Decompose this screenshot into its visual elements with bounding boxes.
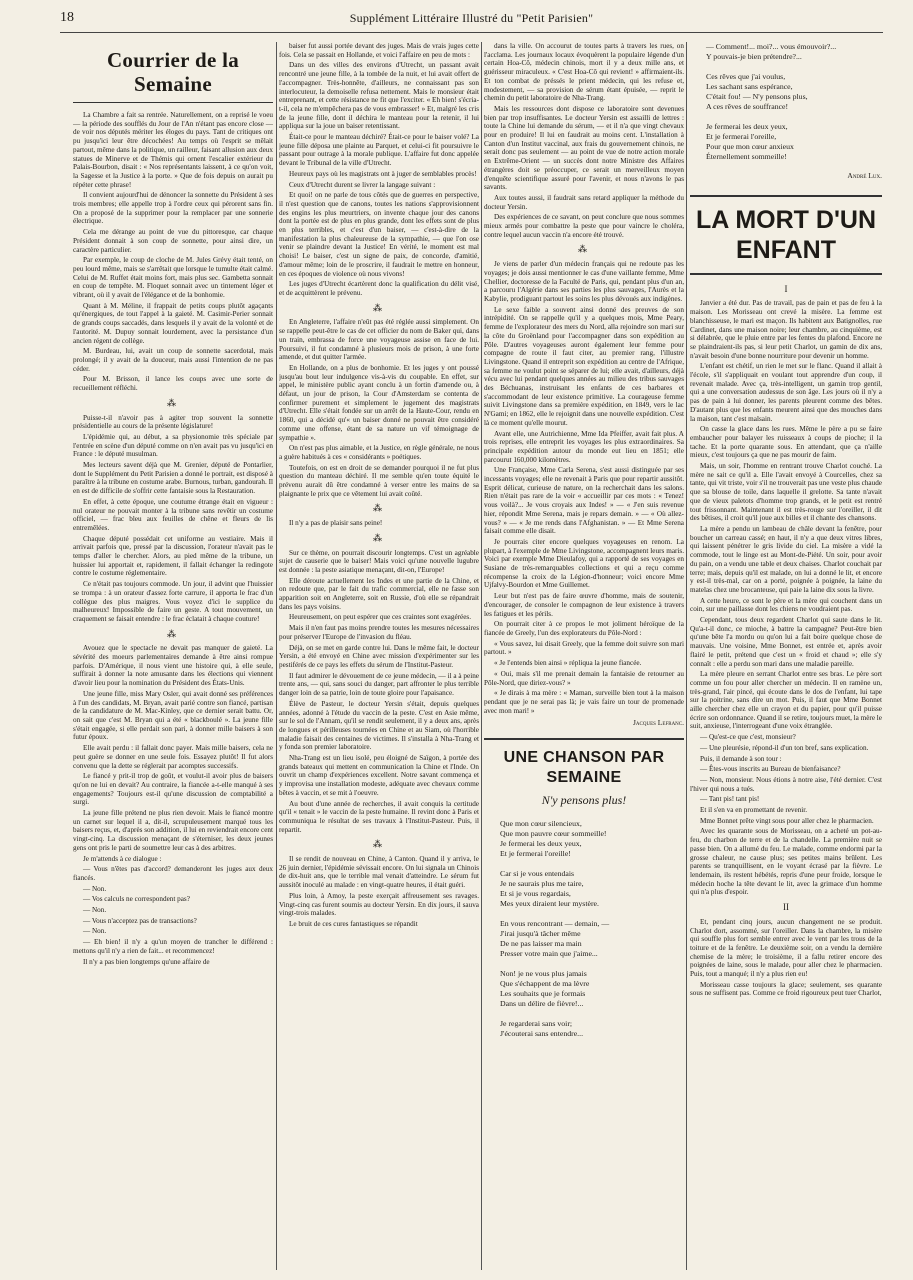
paragraph: En Angleterre, l'affaire n'eût pas été réglée aussi simplement. On se rappelle peut-être le cas de cet officier du nom de Baker qui, dans un train, embrassa de force une voyageuse assise en face de lui. Poursuivi, il fut condamné à plusieurs mois de prison, à une forte amende, et dut quitter l'armée.	[279, 318, 479, 362]
paragraph: Avec les quarante sous de Morisseau, on a acheté un pot-au-feu, du charbon de terre et de la chandelle. La première nuit se passe bien. On a allumé du feu. Le malade, comme endormi par la grosse chaleur, ne cause plus; ses petites mains brûlent. Les parents se tranquillisent, en le voyant écrasé par la fièvre. Le lendemain, ils restent hébétés, repris d'une peur froide, lorsque le médecin hoche la tête devant le lit, avec la grimace d'un homme qui n'a plus d'espoir.	[690, 827, 882, 897]
stanza	[484, 819, 684, 859]
stanza	[690, 72, 882, 112]
paragraph: Il se rendit de nouveau en Chine, à Canton. Quand il y arriva, le 26 juin dernier, l'épidémie sévissait encore. On lui signala un Chinois de dix-huit ans, que le terrible mal venait d'atteindre. Le sérum fut aussitôt inoculé au malade : en vingt-quatre heures, il était guéri.	[279, 855, 479, 890]
paragraph: Le bruit de ces cures fantastiques se répandit	[289, 919, 418, 928]
stanza	[484, 969, 684, 1009]
paragraph: Toutefois, on est en droit de se demander pourquoi il ne fut plus question du manteau déchiré. Il me semble qu'en toute équité le prévenu aurait dû être condamné à verser entre les mains de sa plaignante le prix que ce vêtement lui avait coûté.	[279, 463, 479, 498]
paragraph: Et quoi! on ne parle de tous côtés que de guerres en perspective, il n'est question que de canons, toutes les nations s'approvisionnent des engins les plus meurtriers, on invente chaque jour des canons dont la portée est de plus en plus grande, dont les effets sont de plus en plus terribles, et c'est d'un baiser, — c'est-à-dire de la manifestation la plus chaleureuse de la sympathie, — que l'on ose venir se plaindre devant la Justice! En vérité, le moment est mal choisi! Le baiser, c'est un signe de paix, de concorde, d'amitié, d'amour même; loin de le proscrire, il faudrait le mettre en honneur, en ces époques de violence où nous vivons!	[279, 191, 479, 278]
paragraph: « Vous savez, lui disait Greely, que la femme doit suivre son mari partout. »	[484, 639, 684, 657]
paragraph: Leur but n'est pas de faire œuvre d'homme, mais de soutenir, d'encourager, de consoler le compagnon de leur existence à travers les fatigues et les périls.	[484, 592, 684, 618]
mort-body	[690, 299, 882, 897]
courrier-title: Courrier de la Semaine	[73, 48, 273, 103]
paragraph: Chaque député possédait cet uniforme au vestiaire. Mais il arrivait parfois que, pressé par la discussion, l'orateur n'avait pas le temps d'aller le chercher. Alors, au pied même de la tribune, un huissier lui apportait et, rapidement, il fallait échanger la redingote contre le costume réglementaire.	[73, 534, 273, 578]
paragraph: « Je dirais à ma mère : « Maman, surveille bien tout à la maison pendant que je ne serai pas là; je vais faire un tour de promenade avec mon mari! »	[484, 689, 684, 715]
paragraph: Puis, il demande à son tour :	[700, 754, 782, 763]
verse-line: J'écouterai sans entendre...	[500, 1028, 584, 1038]
paragraph: Avant elle, une Autrichienne, Mme Ida Pfeiffer, avait fait plus. A trois reprises, elle entreprit les voyages les plus extraordinaires. Sa principale expédition autour du monde eut lieu en 1851; elle parcourut 160,000 kilomètres.	[484, 429, 684, 464]
verse-line: En vous rencontrant — demain, —	[500, 918, 610, 928]
column-3	[484, 42, 684, 1270]
verse-line: Et je fermerai l'oreille!	[500, 848, 571, 858]
section-separator: ⁂	[373, 503, 385, 514]
verse-line: Je regarderai sans voir;	[500, 1018, 573, 1028]
verse-line: Y pouvais-je bien prétendre?...	[706, 52, 802, 61]
paragraph: Déjà, on se met en garde contre lui. Dans le même fait, le docteur Yersin, a été envoyé en Chine avec mission d'expérimenter sur les pestiférés de ce pays les effets du sérum de l'Institut-Pasteur.	[279, 643, 479, 669]
paragraph: Les juges d'Utrecht écartèrent donc la qualification du délit visé, et de acquittèrent le prévenu.	[279, 280, 479, 297]
mort-title: LA MORT D'UN ENFANT	[690, 195, 882, 275]
paragraph: Mais les ressources dont dispose ce laboratoire sont devenues bien par trop insuffisantes. Le docteur Yersin est assailli de lettres : toute la Chine lui demande du sérum, — et il n'a que vingt chevaux pour en produire! Il lui en faudrait au moins cent. L'installation à Canton d'un Institut vaccinal, aux frais du gouvernement chinois, ne serait donc pas seulement — au point de vue de notre action morale en Extrême-Orient — un succès dont notre Ministre des Affaires étrangères doit se préoccuper, ce serait un merveilleux moyen d'enquête scientifique assuré pour l'avenir, et nous n'avons le pas savants.	[484, 104, 684, 192]
paragraph: — Non.	[83, 906, 107, 915]
paragraph: — Qu'est-ce que c'est, monsieur?	[700, 733, 796, 742]
paragraph: Il convient aujourd'hui de dénoncer la sonnette du Président à ses trois membres; elle appelle trop à l'ordre ceux qui pérorent sans fin. On a proposé de la supprimer pour la remplacer par une sonnerie électrique.	[73, 191, 273, 226]
verse-line: Que s'échappent de ma lèvre	[500, 978, 590, 988]
paragraph: L'épidémie qui, au début, a sa physionomie très spéciale par l'entrée en scène d'un député comme on n'en avait pas vu jusqu'ici en France : le député musulman.	[73, 432, 273, 459]
verse-line: A ces rêves de souffrance!	[706, 102, 789, 111]
paragraph: On n'est pas plus aimable, et la Justice, en règle générale, ne nous a guère habitués à ces « considérants » poétiques.	[279, 444, 479, 461]
paragraph: La Chambre a fait sa rentrée. Naturellement, on a reprisé le voeu — la période des soufflés du Jour de l'An n'étant pas encore close — de voir nos députés mériter les éloges du pays. Tant de critiques ont pu jusqu'ici leur être décochées! Au temps où l'esprit se mêlait partout, même dans la politique, un railleur, faisant allusion aux deux statues de Minerve et de Thémis qui ornent l'escalier extérieur du Palais-Bourbon, disait : « Nos représentants laissent, à ce qu'on voit, la Sagesse et la Justice à la porte. » Que de fois depuis on aurait pu répéter cette phrase!	[73, 111, 273, 189]
stanza	[484, 919, 684, 959]
paragraph: Nha-Trang est un lieu isolé, peu éloigné de Saïgon, à portée des grands bateaux qui mettent en communication la Chine et l'Inde. On ouvrit un champ d'expériences excellent. Notre savant commença et y improvisa une installation modeste, adéquate avec chevaux comme bêtes à vaccin, et se mit à l'oeuvre.	[279, 754, 479, 797]
paragraph: En Hollande, on a plus de bonhomie. Et les juges y ont poussé jusqu'au bout leur indulgence vis-à-vis du coupable. En effet, sur appel, le ministère public ayant conclu à un fortin d'amende ou, à défaut, un jour de prison, la Cour d'Amsterdam se contenta de confirmer purement et simplement le jugement des magistrats d'Utrecht. Elle s'était fondée sur un arrêt de la Haute-Cour, rendu en 1860, qui a décidé qu'« un baiser donné ne pouvait être considéré comme une offense, étant de sa nature un vif témoignage de sympathie ».	[279, 363, 479, 442]
paragraph: — Vous n'acceptez pas de transactions?	[83, 916, 197, 925]
courrier-body	[73, 111, 273, 966]
verse-line: Que mon pauvre cœur sommeille!	[500, 828, 607, 838]
paragraph: Heureux pays où les magistrats ont à juger de semblables procès!	[289, 169, 477, 178]
verse-line: Et si je vous regardais,	[500, 888, 571, 898]
column-rule	[481, 42, 482, 1270]
paragraph: Aux toutes aussi, il faudrait sans retard appliquer la méthode du docteur Yersin.	[484, 193, 684, 211]
verse-line: De ne pas laisser ma main	[500, 938, 582, 948]
paragraph: « Je l'entends bien ainsi » répliqua la jeune fiancée.	[494, 659, 642, 668]
paragraph: Puisse-t-il n'avoir pas à agiter trop souvent la sonnette présidentielle au cours de la présente législature!	[73, 413, 273, 431]
paragraph: Elle déroute actuellement les Indes et une partie de la Chine, et on redoute que, par le fait du trafic commercial, elle ne fasse son apparition soit en Angleterre, soit en Russie, d'où elle se répandrait dans les pays voisins.	[279, 576, 479, 611]
paragraph: — Non.	[83, 884, 107, 893]
courrier-body-continued	[484, 42, 684, 715]
verse-line: Les souhaits que je formais	[500, 988, 586, 998]
paragraph: Morisseau casse toujours la glace; seulement, ses quarante sous ne suffisent pas. Comme ce froid rigoureux peut tuer Charlot,	[690, 980, 882, 998]
verse-line: Dans un délire de fièvre!...	[500, 998, 584, 1008]
stanza	[690, 122, 882, 162]
paragraph: Pour M. Brisson, il lance les coups avec une sorte de recueillement réfléchi.	[73, 375, 273, 393]
section-separator: ⁂	[373, 532, 385, 543]
mort-body-part2	[690, 918, 882, 998]
paragraph: — Eh bien! il n'y a qu'un moyen de trancher le différend : mettons qu'il n'y a rien de fait... et recommencez!	[73, 938, 273, 955]
paragraph: Il n'y a pas de plaisir sans peine!	[289, 519, 383, 528]
chanson-stanzas	[484, 819, 684, 1039]
paragraph: L'enfant est chétif, un rien le met sur le flanc. Quand il allait à l'école, s'il s'appliquait en voulant tout apprendre d'un coup, il revenait malade. Avec ça, très-intelligent, un gamin trop gentil, qui a une conversation audessus de son âge. Les jours où il n'y a pas de pain à lui donner, les parents pleurent comme des bêtes. D'autant plus que les enfants meurent ainsi que des mouches dans la maison, tant c'est malsain.	[690, 362, 882, 423]
paragraph: Au bout d'une année de recherches, il avait conquis la certitude qu'il « tenait » le vaccin de la peste humaine. Il revint donc à Paris et communiqua le résultat de ses travaux à l'Institut-Pasteur. Puis, il repartit.	[279, 799, 479, 834]
paragraph: Mme Bonnet prête vingt sous pour aller chez le pharmacien.	[700, 816, 874, 825]
paragraph: — Une pleurésie, répond-il d'un ton bref, sans explication.	[700, 743, 869, 752]
paragraph: Le fiancé y prit-il trop de goût, et voulut-il avoir plus de baisers qu'on ne lui en devait? Au contraire, la fiancée a-t-elle manqué à ses engagements? Toujours est-il qu'une discussion de comptabilité a surgi.	[73, 772, 273, 807]
verse-line: Les sachant sans espérance,	[706, 82, 793, 91]
verse-line: Je ne saurais plus me taire,	[500, 878, 584, 888]
paragraph: Quant à M. Méline, il frappait de petits coups plutôt agaçants qu'énergiques, de tout l'appel à la gaieté. M. Casimir-Perier sonnait de grands coups saccadés, dans lesquels il y avait de la volonté et de l'autorité. M. Dupuy sonnait lourdement, avec la persistance d'un ancien régent de collège.	[73, 301, 273, 345]
chanson-title: UNE CHANSON PAR SEMAINE	[484, 738, 684, 788]
paragraph: Une jeune fille, miss Mary Osler, qui avait donné ses préférences à l'un des candidats, M. Bryan, avait parié contre son fiancé, partisan de la candidature de M. Mac-Kinley, que ce dernier serait battu. Or, on sait que c'est M. Bryan qui a été « blackboulé ». La jeune fille s'était engagée, si elle perdait son pari, à donner mille baisers à son futur époux.	[73, 689, 273, 742]
column-rule	[276, 42, 277, 1270]
part-number: I	[784, 283, 788, 294]
column-2	[279, 42, 479, 1270]
paragraph: Je pourrais citer encore quelques voyageuses en renom. La plupart, à l'exemple de Mme Livingstone, accompagnent leurs maris. Voici par exemple Mme Dieulafoy, qui a rapporté de ses voyages en Susiane de très-remarquables collections et qui a reçu comme récompense la croix de la Légion-d'honneur; voici encore Mme Ujfalvy-Bourdon et Mme Guillemet.	[484, 537, 684, 590]
paragraph: Il n'y a pas bien longtemps qu'une affaire de	[83, 957, 210, 966]
running-title: Supplément Littéraire Illustré du "Petit Parisien"	[349, 11, 594, 25]
paragraph: On pourrait citer à ce propos le mot joliment héroïque de la fiancée de Greely, l'un des explorateurs du Pôle-Nord :	[484, 620, 684, 637]
paragraph: — Êtes-vous inscrits au Bureau de bienfaisance?	[700, 765, 841, 774]
verse-line: Non! je ne vous plus jamais	[500, 968, 587, 978]
paragraph: M. Burdeau, lui, avait un coup de sonnette sacerdotal, mais prolongé; il y avait de la douceur, mais aussi l'intention de ne pas céder.	[73, 347, 273, 373]
paragraph: Était-ce pour le manteau déchiré? Était-ce pour le baiser volé? La jeune fille déposa une plainte au Parquet, et celui-ci fit poursuivre le passant pour outrage à la morale publique. L'affaire fut donc appelée devant le Tribunal de la ville d'Utrecht.	[279, 133, 479, 168]
paragraph: La mère pleure en serrant Charlot entre ses bras. Le père sort comme un fou pour aller chercher un médecin. Il en ramène un, très-grand, l'air pincé, qui écoute dans le dos de l'enfant, lui tape sur la poitrine, sans dire un mot. Puis, il faut que Mme Bonnet aille chercher chez elle un crayon et du papier, pour qu'il puisse écrire son ordonnance. Quand il se retire, toujours muet, la mère le suit, anxieuse, l'interrogeant d'une voix étranglée.	[690, 670, 882, 731]
section-separator: ⁂	[578, 244, 590, 255]
verse-line: Éternellement sommeille!	[706, 152, 787, 161]
verse-line: C'était fou! — N'y pensons plus,	[706, 92, 808, 101]
stanza	[690, 42, 882, 62]
paragraph: Une Française, Mme Carla Serena, s'est aussi distinguée par ses incessants voyages; elle ne revenait à Paris que pour repartir aussitôt. Esprit délicat, curieuse de nature, on la recherchait dans les salons. Rien n'était pas rare de la voir « accueillir par ces mots : « Tenez! vous voilà?... Je vous croyais aux Indes! » — « J'en suis revenue hier, répondit Mme Serena, mais je repars demain. » — « Où allez-vous? » — « Je me rends dans l'Afghanistan. » — Et Mme Serena faisait comme elle disait.	[484, 466, 684, 536]
paragraph: baiser fut aussi portée devant des juges. Mais de vrais juges cette fois. Cela se passait en Hollande, et voici l'affaire en peu de mots :	[279, 42, 479, 59]
chanson-stanzas-continued	[690, 42, 882, 162]
verse-line: Car si je vous entendais	[500, 868, 575, 878]
paragraph: Mais, un soir, l'homme en rentrant trouve Charlot couché. La mère ne sait ce qu'il a. Elle l'avait envoyé à Courcelles, chez sa tante, qui vit triste, voir s'il ne trouverait pas une veste plus chaude que sa blouse de toile, dans laquelle il grelotte. Sa tante n'avait que de vieux paletots d'homme trop grands, et le petit est rentré tout frissonnant. Maintenant il est très-rouge sur l'oreiller, il dit des bêtises, il croit qu'il joue aux billes et il chante des chansons.	[690, 462, 882, 523]
paragraph: Elle avait perdu : il fallait donc payer. Mais mille baisers, cela ne peut guère se donner en une seule fois. Essayez plutôt! Il fut alors convenu que la dette se réglerait par acomptes successifs.	[73, 744, 273, 770]
paragraph: — Vos calculs ne correspondent pas?	[83, 895, 190, 904]
paragraph: Je viens de parler d'un médecin français qui ne redoute pas les voyages; je dois aussi mentionner le cas d'une vaillante femme, Mme Chellier, doctoresse de la Faculté de Paris, qui, pendant plus d'un an, a parcouru l'Algérie dans ses parties les plus sauvages, l'Aurès et la Kabylie, prodiguant partout les soins les plus dévoués aux indigènes.	[484, 260, 684, 303]
paragraph: — Tant pis! tant pis!	[700, 795, 760, 804]
stanza	[484, 869, 684, 909]
paragraph: Élève de Pasteur, le docteur Yersin s'était, depuis quelques années, adonné à l'étude du vaccin de la peste. C'est en Asie même, sur le sol de l'Annam, qu'il se rendit seulement, il y a deux ans, après de longues et périlleuses tournées en Chine et au Siam, où l'horrible maladie faisait des centaines de victimes. Il s'installa à Nha-Trang et y fonda son premier laboratoire.	[279, 699, 479, 752]
paragraph: Mes lecteurs savent déjà que M. Grenier, député de Pontarlier, dont le Supplément du Petit Parisien a donné le portrait, est disposé à paraître à la tribune en costume arabe. Burnous, turban, gandourah. Il en est de difficile de s'offrir cette fantaisie sous la Restauration.	[73, 461, 273, 496]
paragraph: Et il s'en va en promettant de revenir.	[700, 806, 808, 815]
paragraph: « Oui, mais s'il me prenait demain la fantaisie de retourner au Pôle-Nord, que diriez-vous? »	[484, 669, 684, 687]
paragraph: Avouez que le spectacle ne devait pas manquer de gaieté. La sévérité des moeurs parlementaires demande à être ainsi rompue parfois. D'Amérique, il nous vient une histoire qui, à elle seule, suffirait à donner la note amusante dans les élections qui viennent d'avoir lieu pour la nomination du Président des États-Unis.	[73, 644, 273, 688]
paragraph: — Vous n'êtes pas d'accord? demanderont les juges aux deux fiancés.	[73, 865, 273, 882]
verse-line: Ces rêves que j'ai voulus,	[706, 72, 786, 81]
paragraph: Et, pendant cinq jours, aucun changement ne se produit. Charlot dort, assommé, sur l'oreiller. Dans la chambre, la misère qui souffle plus fort semble entrer avec le vent par les trous de la toiture et de la fenêtre. Le deuxième soir, on a vendu la dernière chemise de la mère; le troisième, il a fallu retirer encore des poignées de laine, sous le malade, pour aller chez le pharmacien. Puis, tout a manqué; il n'y a plus rien eu!	[690, 917, 882, 979]
paragraph: — Non, monsieur. Nous étions à notre aise, l'été dernier. C'est l'hiver qui nous a tués.	[690, 775, 882, 793]
courrier-signature: Jacques Lefranc.	[633, 718, 684, 728]
stanza	[484, 1019, 684, 1039]
verse-line: J'irai jusqu'à tâcher même	[500, 928, 581, 938]
page-number: 18	[60, 10, 74, 25]
paragraph: Ce n'était pas toujours commode. Un jour, il advint que l'huissier se trompa : à un orateur d'assez forte carrure, il apporta le frac d'un collègue des plus maigres. Vous voyez d'ici le supplice du malheureux! Impossible de faire un geste. A tout mouvement, un craquement se faisait entendre : le frac éclatait à chaque couture!	[73, 580, 273, 623]
paragraph: En effet, à cette époque, une coutume étrange était en vigueur : nul orateur ne pouvait monter à la tribune sans revêtir un costume officiel, — frac bleu aux feuilles de chêne et fleurs de lis entremêlées.	[73, 497, 273, 532]
paragraph: — Non.	[83, 927, 107, 936]
paragraph: Cela me dérange au point de vue du pittoresque, car chaque Président donnait à son coup de sonnette, pour ainsi dire, un caractère particulier.	[73, 228, 273, 254]
paragraph: Ceux d'Utrecht durent se livrer la langage suivant :	[289, 180, 436, 189]
verse-line: Je fermerai les deux yeux,	[500, 838, 582, 848]
paragraph: Le sexe faible a souvent ainsi donné des preuves de son intrépidité. On se rappelle qu'il y a quelques mois, Mme Peary, femme de l'explorateur des mers du Nord, alla rejoindre son mari sur la côte du Groënland pour l'accompagner dans son expédition au Pôle. D'autres voyageuses auront également leur femme pour compagne de route il faut citer, au premier rang, l'illustre Livingstone. Quand il entreprit son expédition au centre de l'Afrique, sa femme ne voulut point se séparer de lui; elle avait, d'ailleurs, déjà vécu avec lui pendant quelques années au milieu des tribus sauvages des Béchuanas, instruisant les enfants de ces barbares et s'accommodant de leur existence primitive. La courageuse femme suivit Livingstone dans sa première expédition, en 1849, vers le lac N'Gami; en 1862, elle le rejoignit dans une nouvelle expédition. C'est là ce moment qu'elle mourut.	[484, 305, 684, 427]
courrier-body-continued	[279, 42, 479, 929]
paragraph: Heureusement, on peut espérer que ces craintes sont exagérées.	[289, 613, 472, 622]
paragraph: Plus loin, à Amoy, la peste exerçait affreusement ses ravages. Vingt-cinq cas furent soumis au docteur Yersin. En dix jours, il sauva vingt-trois malades.	[279, 891, 479, 918]
paragraph: Par exemple, le coup de cloche de M. Jules Grévy était tenté, on peu lourd même, mais se s'arrêtait que lorsque le tumulte était calmé. Celui de M. Ruffet était moins fort, mais plus sec. Gambetta sonnait en coup de tempête. M. Floquet sonnait avec un tintement léger et vibrant, où il y avait de l'élégance et de la bonhomie.	[73, 256, 273, 300]
chanson-subtitle: N'y pensons plus!	[541, 793, 627, 808]
section-separator: ⁂	[373, 839, 385, 850]
paragraph: dans la ville. On accourut de toutes parts à travers les rues, on l'acclama. Les journaux locaux évoquèrent la populaire légende d'un certain Hoa-Cô, médecin chinois, mort il y a deux mille ans, et guérisseur miraculeux. « C'est Hoa-Cô qui revient! » affirmaient-ils. Et ton combat de préssés le prient médecin, qui les refuse et, modestement, — sa provision de sérum étant épuisée, — reprit le chemin du petit laboratoire de Nha-Trang.	[484, 42, 684, 103]
paragraph: La jeune fille prétend ne plus rien devoir. Mais le fiancé montre un carnet sur lequel il a, dit-il, scrupuleusement marqué tous les baisers reçus, et, d'après son addition, il lui en reviendrait encore cent vingt-cinq. La discussion menaçant de s'éterniser, les deux jeunes gens ont pris le parti de soumettre leur cas à des arbitres.	[73, 809, 273, 852]
verse-line: Je fermerai les deux yeux,	[706, 122, 788, 131]
column-rule	[686, 42, 687, 1270]
paragraph: Mais il n'en faut pas moins prendre toutes les mesures nécessaires pour préserver l'Europe de l'invasion du fléau.	[279, 624, 479, 641]
paragraph: Des expériences de ce savant, on peut conclure que nous sommes mieux armés pour combattre la peste que pour vaincre le choléra, contre lequel aucun vaccin n'a encore été trouvé.	[484, 213, 684, 239]
verse-line: Pour que mon cœur anxieux	[706, 142, 794, 151]
paragraph: On casse la glace dans les rues. Même le père a pu se faire embaucher pour balayer les ruisseaux à coups de pioche; il la tache. Et la porte quarante sous. En attendant, que ça n'aille mieux, c'est toujours ça que ne pas mourir de faim.	[690, 425, 882, 460]
section-separator: ⁂	[373, 302, 385, 313]
paragraph: Dans un des villes des environs d'Utrecht, un passant avait rencontré une jeune fille, à la tombée de la nuit, et lui avait offert de l'accompagner. Très-honnête, d'ailleurs, ne connaissant pas son interlocuteur, la demoiselle refusa nettement. Mais le monsieur était entreprenant, et cette résistance ne fit que l'exciter. « Eh bien! s'écria-t-il, cela ne m'empêchera pas de vous embrasser! » Et, malgré les cris de la jeune fille, dont il déchira le manteau pour la retenir, il lui appliqua sur la joue un baiser retentissant.	[279, 61, 479, 131]
verse-line: Mes yeux diraient leur mystère.	[500, 898, 599, 908]
section-separator: ⁂	[167, 397, 179, 408]
column-4	[690, 42, 882, 1270]
paragraph: Janvier a été dur. Pas de travail, pas de pain et pas de feu à la maison. Les Morisseau ont crevé la misère. La femme est blanchisseuse, le mari est maçon. Ils habitent aux Batignolles, rue Cardinet, dans une maison noire; leur chambre, au cinquième, est si délabrée, que le pluie entre par les fentes du plafond. Encore ne se plaindraient-ils pas, si leur petit Charlot, un gamin de dix ans, n'avait besoin d'une bonne nourriture pour devenir un homme.	[690, 299, 882, 360]
paragraph: Il faut admirer le dévouement de ce jeune médecin, — il a à peine trente ans, — qui, sans souci du danger, part affronter le plus terrible danger loin de sa patrie, loin de toute gloire pour l'apaisance.	[279, 671, 479, 698]
verse-line: Presser votre main que j'aime...	[500, 948, 598, 958]
paragraph: Je m'attends à ce dialogue :	[83, 854, 162, 863]
column-1	[73, 42, 273, 1270]
section-separator: ⁂	[167, 628, 179, 639]
verse-line: — Comment!... moi?... vous émouvoir?...	[706, 42, 837, 51]
part-number: II	[783, 902, 789, 913]
paragraph: La mère a pendu un lambeau de châle devant la fenêtre, pour boucher un carreau cassé; en haut, il n'y a que deux vitres libres, qui laissent pénétrer le gris livide du ciel. La misère a vidé la commode, tout le linge est au Mont-de-Piété. Un soir, pour avoir du pain, on a vendu une table et deux chaises. Charlot couchait par terre; mais, depuis qu'il est malade, on lui a donné le lit, et encore y est-il très-mal, car on a porté, poignée à poignée, la laine du matelas chez une brocanteuse, qui paie la laine dix sous la livre.	[690, 524, 882, 594]
verse-line: Et je fermerai l'oreille,	[706, 132, 777, 141]
verse-line: Que mon cœur silencieux,	[500, 818, 582, 828]
chanson-signature: André Lux.	[847, 171, 882, 180]
page-header	[60, 8, 883, 33]
paragraph: A cette heure, ce sont le père et la mère qui couchent dans un coin, sur une paillasse dont les chiens ne voudraient pas.	[690, 596, 882, 614]
paragraph: Cependant, tous deux regardent Charlot qui saute dans le lit. Qu'a-t-il donc, ce mioche, à battre la campagne? Peut-être bien qu'une bête l'a mordu ou qu'on lui a fait boire quelque chose de mauvais. Une voisine, Mme Bonnet, est entrée et, après avoir flairé le petit, prétend que c'est un « froid et chaud »; elle s'y connaît : elle a perdu son mari dans une maladie pareille.	[690, 616, 882, 668]
paragraph: Sur ce thème, on pourrait discourir longtemps. C'est un agréable sujet de causerie que le baiser! Mais voici qu'une nouvelle lugubre est donnée : la peste asiatique menaçant, dit-on, l'Europe!	[279, 548, 479, 574]
